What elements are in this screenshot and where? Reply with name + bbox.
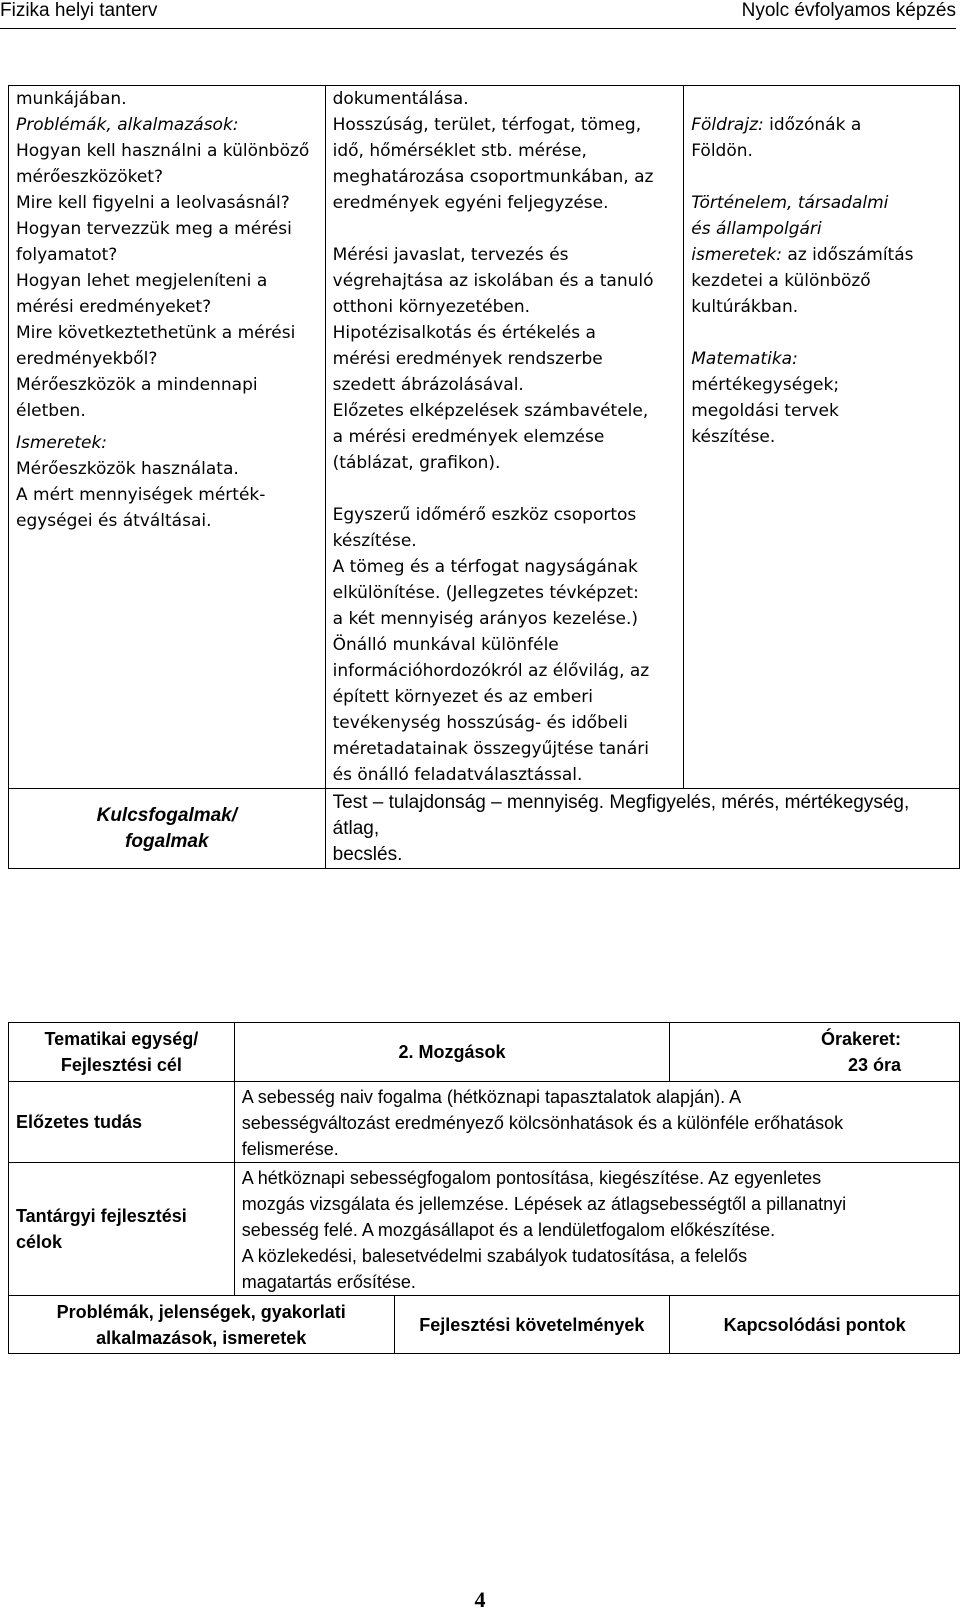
key-concepts-text-2: becslés. — [332, 844, 403, 865]
header-title-right: Nyolc évfolyamos képzés — [741, 0, 956, 21]
text-line: Hogyan tervezzük meg a mérési — [16, 219, 292, 239]
text-line: A mért mennyiségek mérték- — [16, 485, 266, 505]
text-line: Hogyan lehet megjeleníteni a — [16, 271, 268, 291]
connections-cell — [684, 86, 960, 789]
hours-value: 23 óra — [847, 1055, 901, 1075]
text-line: méretadatainak összegyűjtése tanári — [332, 739, 649, 759]
knowledge-heading: Ismeretek: — [16, 433, 108, 453]
hours-cell — [670, 1023, 960, 1082]
geography-text-1: időzónák a — [763, 115, 862, 135]
text-line: (táblázat, grafikon). — [332, 453, 501, 473]
history-connection — [691, 242, 952, 268]
math-text-3: készítése. — [691, 427, 776, 447]
text-line: egységei és átváltásai. — [16, 511, 212, 531]
text-line: eredmények egyéni feljegyzése. — [332, 193, 609, 213]
text-line: sebesség felé. A mozgásállapot és a lendületfogalom előkészítése. — [241, 1220, 776, 1240]
text-line: Előzetes elképzelések számbavétele, — [332, 401, 649, 421]
goals-label-2: célok — [16, 1232, 63, 1252]
history-label-2: és állampolgári — [691, 219, 822, 239]
math-text-2: megoldási tervek — [691, 401, 839, 421]
goals-text — [234, 1163, 959, 1296]
text-line: információhordozókról az élővilág, az — [332, 661, 650, 681]
history-label-3: ismeretek: — [691, 245, 782, 265]
text-line: tevékenység hosszúság- és időbeli — [332, 713, 628, 733]
col1-top-line: munkájában. — [16, 89, 127, 109]
key-concepts-text-1: Test – tulajdonság – mennyiség. Megfigyelés, mérés, mértékegység, átlag, — [332, 792, 910, 839]
text-line: A közlekedési, balesetvédelmi szabályok tudatosítása, a felelős — [241, 1246, 748, 1266]
history-text-2: kezdetei a különböző — [691, 271, 871, 291]
history-label-1: Történelem, társadalmi — [691, 193, 889, 213]
text-line: eredményekből? — [16, 349, 158, 369]
text-line: Mire következtethetünk a mérési — [16, 323, 296, 343]
text-line: a mérési eredmények elemzése — [332, 427, 605, 447]
text-line: mérési eredményeket? — [16, 297, 212, 317]
text-line: Hogyan kell használni a különböző — [16, 141, 310, 161]
text-line: Mérési javaslat, tervezés és — [332, 245, 569, 265]
text-line: végrehajtása az iskolában és a tanuló — [332, 271, 654, 291]
history-text-1: az időszámítás — [782, 245, 914, 265]
text-line: mérőeszközöket? — [16, 167, 163, 187]
math-text-1: mértékegységek; — [691, 375, 840, 395]
page-number: 4 — [474, 1587, 486, 1612]
requirements-cell — [325, 86, 684, 789]
unit-label-1: Tematikai egység/ — [44, 1029, 199, 1049]
text-line: Önálló munkával különféle — [332, 635, 559, 655]
text-line: Hipotézisalkotás és értékelés a — [332, 323, 596, 343]
text-line: otthoni környezetében. — [332, 297, 531, 317]
history-text-3: kultúrákban. — [691, 297, 799, 317]
goals-label-1: Tantárgyi fejlesztési — [16, 1206, 187, 1226]
text-line: Mérőeszközök a mindennapi — [16, 375, 258, 395]
problems-list — [16, 138, 318, 424]
curriculum-table-continued — [8, 85, 960, 869]
text-line: mozgás vizsgálata és jellemzése. Lépések az átlagsebességtől a pillanatnyi — [241, 1194, 847, 1214]
problems-knowledge-cell — [9, 86, 326, 789]
text-line: Mire kell figyelni a leolvasásnál? — [16, 193, 290, 213]
geography-label: Földrajz: — [691, 115, 764, 135]
text-line: készítése. — [332, 531, 417, 551]
prior-knowledge-text — [234, 1082, 959, 1163]
hours-label: Órakeret: — [820, 1029, 901, 1049]
col-header-connections: Kapcsolódási pontok — [670, 1296, 960, 1354]
text-line: A hétköznapi sebességfogalom pontosítása, kiegészítése. Az egyenletes — [241, 1168, 822, 1188]
text-line: Hosszúság, terület, térfogat, tömeg, — [332, 115, 642, 135]
text-line: folyamatot? — [16, 245, 118, 265]
prior-knowledge-label: Előzetes tudás — [9, 1082, 235, 1163]
key-concepts-label-1: Kulcsfogalmak/ — [96, 804, 238, 826]
col2-top-line: dokumentálása. — [332, 89, 469, 109]
col-header-problems — [9, 1296, 395, 1354]
requirements-block-1 — [333, 112, 677, 216]
text-line: szedett ábrázolásával. — [332, 375, 524, 395]
requirements-block-2 — [333, 242, 677, 476]
problems-heading: Problémák, alkalmazások: — [16, 115, 239, 135]
text-line: sebességváltozást eredményező kölcsönhatások és a különféle erőhatások — [241, 1113, 844, 1133]
text-line: magatartás erősítése. — [241, 1272, 416, 1292]
requirements-block-3 — [333, 502, 677, 788]
text-line: meghatározása csoportmunkában, az — [332, 167, 654, 187]
text-line: Mérőeszközök használata. — [16, 459, 239, 479]
text-line: mérési eredmények rendszerbe — [332, 349, 603, 369]
key-concepts-label-2: fogalmak — [125, 830, 209, 852]
text-line: A tömeg és a térfogat nagyságának — [332, 557, 638, 577]
math-label: Matematika: — [691, 349, 798, 369]
header-rule — [0, 28, 956, 29]
geography-connection — [691, 112, 952, 138]
text-line: és önálló feladatválasztással. — [332, 765, 583, 785]
knowledge-list — [16, 456, 318, 534]
text-line: elkülönítése. (Jellegzetes tévképzet: — [332, 583, 639, 603]
key-concepts-cell — [325, 789, 959, 869]
text-line: Egyszerű időmérő eszköz csoportos — [332, 505, 637, 525]
text-line: a két mennyiség arányos kezelése.) — [332, 609, 639, 629]
unit-table-motion — [8, 1022, 960, 1354]
text-line: épített környezet és az emberi — [332, 687, 593, 707]
geography-text-2: Földön. — [691, 141, 753, 161]
unit-title: 2. Mozgások — [234, 1023, 669, 1082]
key-concepts-label-cell — [9, 789, 326, 869]
text-line: idő, hőmérséklet stb. mérése, — [332, 141, 587, 161]
header-title-left: Fizika helyi tanterv — [0, 0, 158, 21]
text-line: felismerése. — [241, 1139, 339, 1159]
unit-label-2: Fejlesztési cél — [60, 1055, 182, 1075]
col-header-problems-1: Problémák, jelenségek, gyakorlati — [56, 1301, 346, 1322]
text-line: életben. — [16, 401, 86, 421]
goals-label-cell — [9, 1163, 235, 1296]
text-line: A sebesség naiv fogalma (hétköznapi tapasztalatok alapján). A — [241, 1087, 742, 1107]
col-header-requirements: Fejlesztési követelmények — [394, 1296, 670, 1354]
col-header-problems-2: alkalmazások, ismeretek — [96, 1327, 307, 1348]
unit-label-cell — [9, 1023, 235, 1082]
